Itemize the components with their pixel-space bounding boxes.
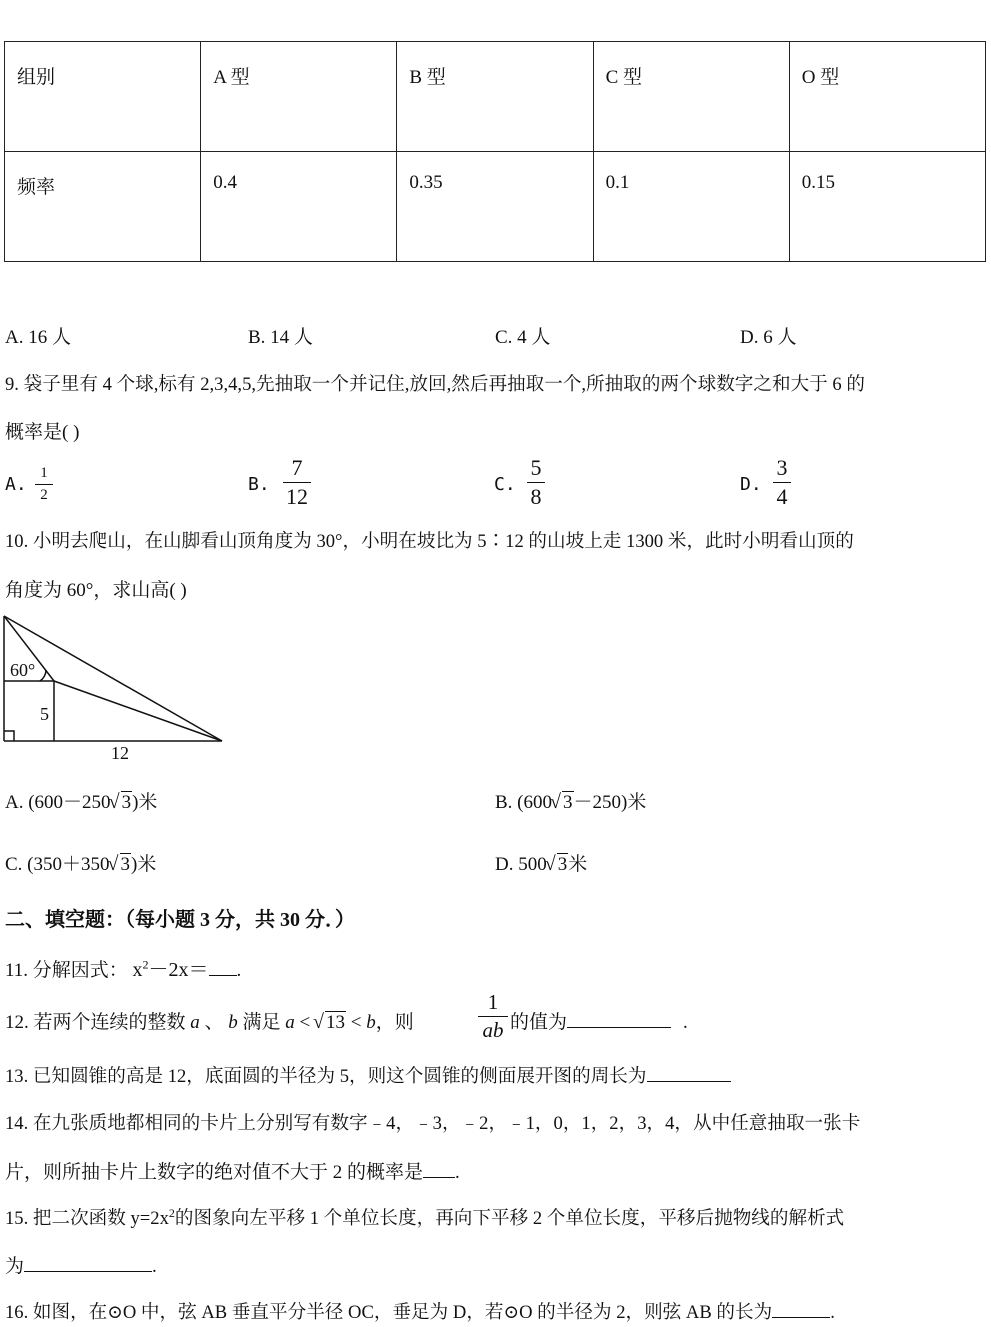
- fraction-numerator: 3: [776, 455, 788, 480]
- fraction-numerator: 1: [487, 990, 499, 1014]
- q10-stem-line1: 10. 小明去爬山，在山脚看山顶角度为 30°，小明在坡比为 5∶12 的山坡上走 1300 米，此时小明看山顶的: [5, 531, 854, 552]
- q9-option-b-label: B.: [248, 474, 270, 495]
- q9-option-a-fraction: [35, 466, 53, 503]
- answer-blank[interactable]: [772, 1317, 830, 1318]
- q16-end: .: [830, 1302, 835, 1323]
- q9-option-c-label: C.: [494, 474, 516, 495]
- q9-option-a-label: A.: [5, 474, 27, 495]
- q16: [5, 1298, 835, 1324]
- table-cell: C 型: [593, 42, 789, 152]
- fraction-denominator: 4: [776, 484, 788, 509]
- option-suffix: 米: [568, 854, 588, 875]
- q9-option-d-fraction: [773, 457, 791, 508]
- sight-line-30: [4, 616, 222, 741]
- ineq-b: b: [366, 1012, 376, 1033]
- q8-option-a: A. 16 人: [5, 327, 71, 348]
- q12-satisfy: 满足: [242, 1012, 281, 1033]
- option-prefix: A. (600－250: [5, 792, 111, 813]
- angle-arc: [40, 670, 46, 681]
- option-suffix: )米: [132, 792, 158, 813]
- option-suffix: －250)米: [573, 792, 647, 813]
- q14-text: 片，则所抽卡片上数字的绝对值不大于 2 的概率是: [5, 1162, 424, 1183]
- fraction-denominator: 2: [40, 487, 48, 503]
- q15-line1: [5, 1204, 844, 1230]
- table-cell: O 型: [789, 42, 985, 152]
- horizontal-label: 12: [111, 743, 129, 763]
- q12: [5, 1007, 414, 1034]
- table-row: [5, 42, 986, 152]
- table-cell: 0.15: [789, 152, 985, 262]
- q12-end: .: [683, 1012, 688, 1033]
- table-cell: 频率: [5, 152, 201, 262]
- option-prefix: B. (600: [495, 792, 552, 813]
- fraction-bar: [773, 482, 791, 483]
- section-heading: 二、填空题：（每小题 3 分，共 30 分．）: [5, 909, 355, 931]
- table-row: [5, 152, 986, 262]
- ineq-lt: <: [350, 1012, 362, 1033]
- option-prefix: D. 500: [495, 854, 547, 875]
- q9-stem-line2: 概率是( ): [5, 422, 80, 443]
- q13-text: 13. 已知圆锥的高是 12，底面圆的半径为 5，则这个圆锥的侧面展开图的周长为: [5, 1066, 647, 1087]
- sqrt-symbol: [315, 1012, 346, 1034]
- var-b: b: [228, 1012, 238, 1033]
- q11-label: 11. 分解因式：: [5, 960, 128, 981]
- expr-x: x: [132, 959, 143, 981]
- q8-option-b: B. 14 人: [248, 327, 313, 348]
- q10-option-b: [495, 787, 646, 814]
- answer-blank[interactable]: [209, 975, 237, 976]
- q9-option-d-label: D.: [740, 474, 762, 495]
- table-cell: A 型: [201, 42, 397, 152]
- q8-option-c: C. 4 人: [495, 327, 551, 348]
- right-angle-mark: [4, 731, 14, 741]
- option-prefix: C. (350＋350: [5, 854, 110, 875]
- q12-suffix: 的值为: [510, 1012, 568, 1033]
- option-suffix: )米: [131, 854, 157, 875]
- q9-stem-line1: 9. 袋子里有 4 个球,标有 2,3,4,5,先抽取一个并记住,放回,然后再抽取一个,所抽取的两个球数字之和大于 6 的: [5, 374, 865, 395]
- q15-text-a: 15. 把二次函数 y=2x: [5, 1208, 169, 1229]
- fraction-bar: [283, 482, 311, 483]
- table-cell: 组别: [5, 42, 201, 152]
- q12-prefix: 12. 若两个连续的整数: [5, 1012, 186, 1033]
- q11: [5, 953, 241, 982]
- table-cell: 0.35: [397, 152, 593, 262]
- fraction-bar: [527, 482, 545, 483]
- sqrt-symbol: [111, 792, 133, 814]
- q10-option-a: [5, 787, 157, 814]
- answer-blank[interactable]: [567, 1027, 671, 1028]
- table-cell: 0.4: [201, 152, 397, 262]
- q11-expression: [133, 959, 209, 981]
- q11-end: .: [236, 960, 242, 981]
- fraction-bar: [478, 1016, 508, 1017]
- slope-line: [54, 681, 222, 741]
- q10-option-c: [5, 849, 156, 876]
- expr-exponent: 2: [142, 957, 149, 972]
- fraction-denominator: ab: [482, 1018, 504, 1042]
- q8-option-d: D. 6 人: [740, 327, 797, 348]
- q14-end: .: [455, 1162, 460, 1183]
- ineq-a: a: [285, 1012, 295, 1033]
- fraction-denominator: 8: [530, 484, 542, 509]
- q14-line1: 14. 在九张质地都相同的卡片上分别写有数字﹣4，﹣3，﹣2，﹣1，0，1，2，3，4，从中任意抽取一张卡: [5, 1113, 861, 1134]
- q15-end: .: [152, 1256, 157, 1277]
- angle-label: 60°: [10, 660, 36, 680]
- ineq-lt: <: [299, 1012, 311, 1033]
- sqrt-symbol: [547, 854, 569, 876]
- q14-line2: [5, 1157, 460, 1184]
- q12-sep: 、: [204, 1012, 224, 1033]
- q16-text: 16. 如图，在⊙O 中，弦 AB 垂直平分半径 OC，垂足为 D，若⊙O 的半径为 2，则弦 AB 的长为: [5, 1302, 773, 1323]
- frequency-table: [4, 41, 986, 262]
- q15-text-b: 的图象向左平移 1 个单位长度，再向下平移 2 个单位长度，平移后抛物线的解析式: [174, 1208, 845, 1229]
- q9-option-b-fraction: [283, 457, 311, 508]
- q12-fraction: [478, 992, 508, 1041]
- q15-text: 为: [5, 1256, 25, 1277]
- expr-rest: －2x＝: [148, 959, 209, 981]
- sqrt-symbol: [110, 854, 132, 876]
- radicand: 3: [121, 792, 132, 813]
- table-cell: 0.1: [593, 152, 789, 262]
- radicand: 13: [326, 1012, 346, 1033]
- table-cell: B 型: [397, 42, 593, 152]
- q12-then: ，则: [375, 1012, 414, 1033]
- answer-blank[interactable]: [423, 1177, 455, 1178]
- fraction-numerator: 7: [291, 455, 303, 480]
- fraction-bar: [35, 484, 53, 485]
- q10-option-d: [495, 849, 587, 876]
- fraction-denominator: 12: [286, 484, 308, 509]
- fraction-numerator: 5: [530, 455, 542, 480]
- q15-line2: [5, 1251, 157, 1278]
- answer-blank[interactable]: [647, 1081, 731, 1082]
- vertical-label: 5: [40, 704, 49, 724]
- answer-blank[interactable]: [24, 1271, 152, 1272]
- q15-exponent: 2: [168, 1205, 175, 1220]
- q13: [5, 1062, 731, 1088]
- q12-suffix-line: [510, 1007, 688, 1034]
- q9-option-c-fraction: [527, 457, 545, 508]
- var-a: a: [190, 1012, 200, 1033]
- radicand: 3: [120, 854, 131, 875]
- radicand: 3: [557, 854, 568, 875]
- fraction-numerator: 1: [40, 465, 48, 481]
- q10-stem-line2: 角度为 60°，求山高( ): [5, 580, 187, 601]
- sqrt-symbol: [552, 792, 574, 814]
- radicand: 3: [563, 792, 573, 813]
